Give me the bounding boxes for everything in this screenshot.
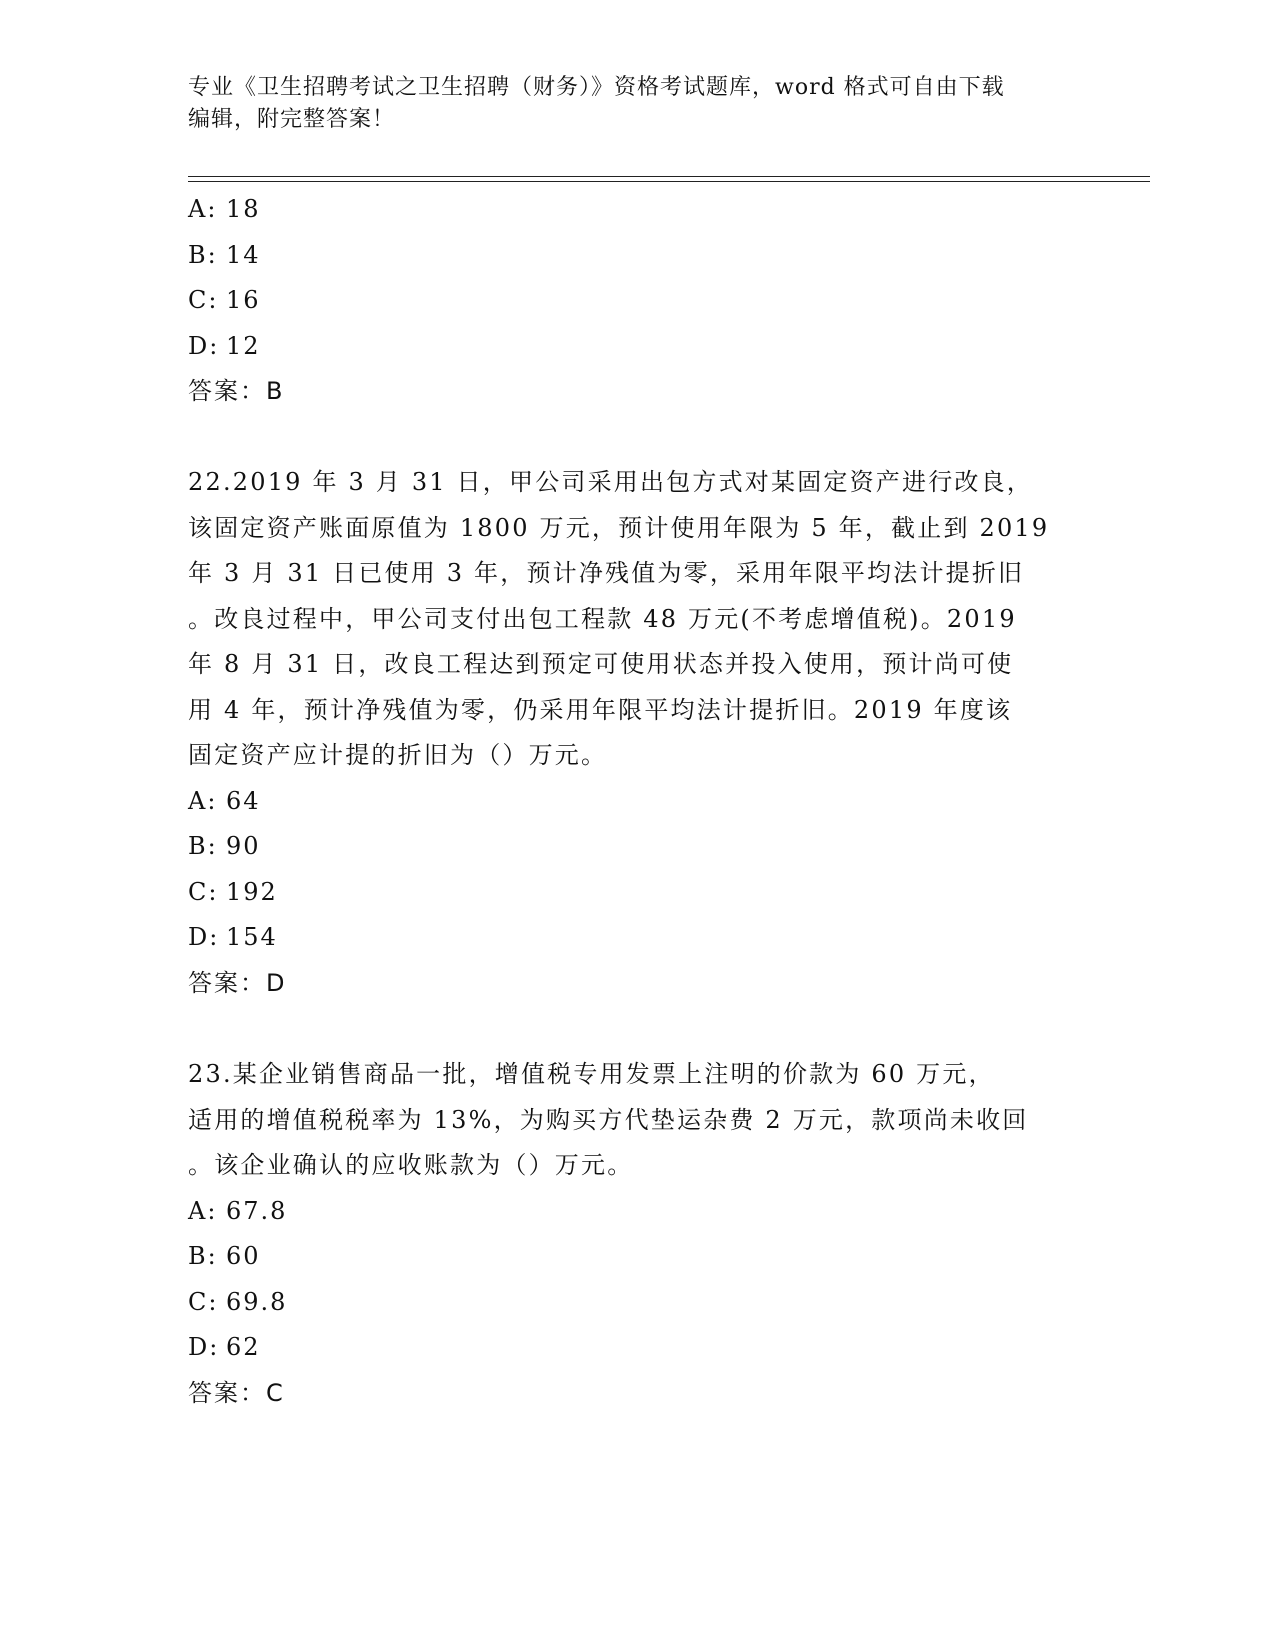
option-key: D:	[188, 1333, 220, 1361]
answer-line: 答案：C	[188, 1378, 285, 1407]
question-text-line: 该固定资产账面原值为 1800 万元，预计使用年限为 5 年，截止到 2019	[188, 513, 1050, 542]
header-line-2: 编辑，附完整答案！	[188, 107, 396, 132]
option-key: B:	[188, 240, 218, 269]
question-text-line: 年 8 月 31 日，改良工程达到预定可使用状态并投入使用，预计尚可使	[188, 650, 1014, 678]
option-c	[188, 870, 1088, 916]
option-key: D:	[188, 923, 220, 951]
question-text	[188, 460, 1088, 779]
question-text-line: 。改良过程中，甲公司支付出包工程款 48 万元(不考虑增值税)。2019	[188, 604, 1017, 633]
option-value: 62	[226, 1333, 261, 1361]
option-c	[188, 278, 1088, 324]
question-text-line: 适用的增值税税率为 13%，为购买方代垫运杂费 2 万元，款项尚未收回	[188, 1105, 1029, 1134]
option-value: 18	[226, 195, 261, 223]
option-b	[188, 1234, 1088, 1280]
option-value: 16	[226, 286, 261, 314]
option-key: B:	[188, 1242, 218, 1270]
question-22	[188, 460, 1088, 1006]
option-d	[188, 324, 1088, 370]
option-key: A:	[188, 1196, 218, 1225]
question-21	[188, 187, 1088, 415]
option-a	[188, 1189, 1088, 1235]
question-text-line: 。该企业确认的应收账款为（）万元。	[188, 1151, 634, 1179]
option-key: C:	[188, 877, 219, 906]
option-key: C:	[188, 1287, 219, 1316]
option-key: D:	[188, 331, 220, 360]
option-key: A:	[188, 786, 218, 815]
option-value: 14	[226, 240, 261, 269]
option-key: C:	[188, 286, 219, 314]
option-value: 67.8	[226, 1196, 288, 1225]
option-b	[188, 824, 1088, 870]
question-text-line: 固定资产应计提的折旧为（）万元。	[188, 741, 608, 769]
option-key: B:	[188, 832, 218, 860]
option-c	[188, 1280, 1088, 1326]
option-value: 90	[226, 832, 261, 860]
option-value: 154	[226, 923, 278, 951]
question-text-line: 22.2019 年 3 月 31 日，甲公司采用出包方式对某固定资产进行改良，	[188, 468, 1033, 496]
option-value: 60	[226, 1242, 261, 1270]
option-a	[188, 187, 1088, 233]
answer-line: 答案：B	[188, 377, 285, 405]
page-header	[188, 72, 1088, 136]
option-key: A:	[188, 195, 218, 223]
option-a	[188, 779, 1088, 825]
question-text-line: 23.某企业销售商品一批，增值税专用发票上注明的价款为 60 万元，	[188, 1060, 995, 1088]
question-23	[188, 1052, 1088, 1416]
option-value: 12	[226, 331, 261, 360]
option-value: 192	[226, 877, 278, 906]
option-value: 64	[226, 786, 261, 815]
option-value: 69.8	[226, 1287, 288, 1316]
header-line-1: 专业《卫生招聘考试之卫生招聘（财务）》资格考试题库，word 格式可自由下载	[188, 75, 1005, 100]
option-d	[188, 915, 1088, 961]
question-text-line: 年 3 月 31 日已使用 3 年，预计净残值为零，采用年限平均法计提折旧	[188, 559, 1025, 587]
question-text	[188, 1052, 1088, 1189]
answer-line: 答案：D	[188, 968, 287, 997]
header-divider-bottom	[188, 181, 1150, 182]
header-divider-top	[188, 176, 1150, 177]
option-b	[188, 233, 1088, 279]
question-text-line: 用 4 年，预计净残值为零，仍采用年限平均法计提折旧。2019 年度该	[188, 695, 1013, 724]
option-d	[188, 1325, 1088, 1371]
